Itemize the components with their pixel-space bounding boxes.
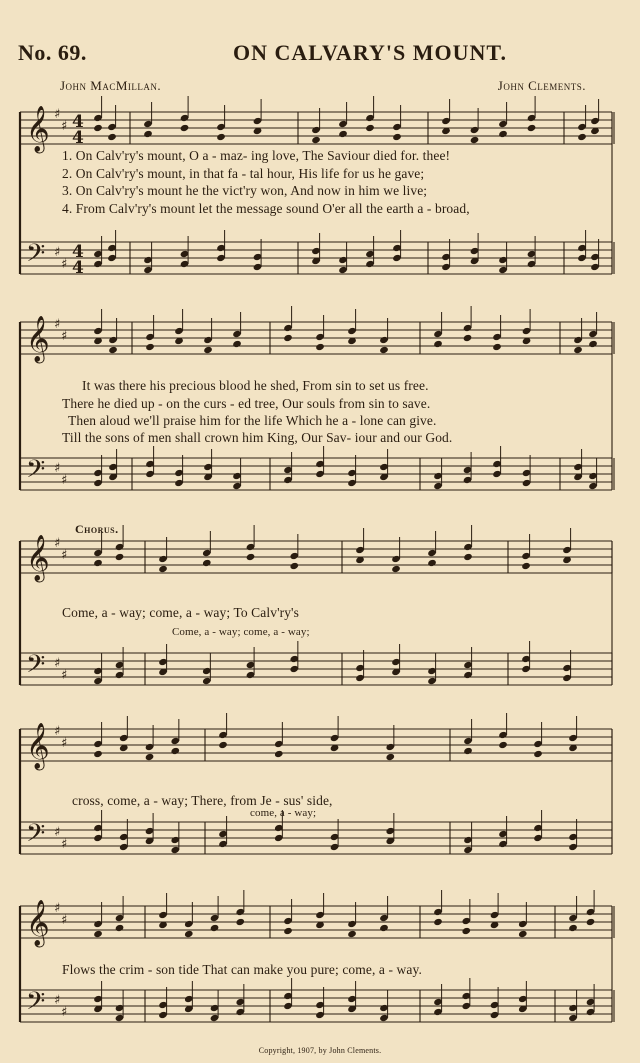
system-3-sharp-sign: ♯ bbox=[61, 668, 68, 683]
system-4-sharp-sign: ♯ bbox=[61, 736, 68, 751]
verse-2-line-1: 2. On Calv'ry's mount, in that fa - tal hour, His life for us he gave; bbox=[62, 166, 425, 181]
system-3-note-head bbox=[246, 553, 256, 561]
system-2-note-head bbox=[379, 346, 389, 354]
system-5-note-head bbox=[347, 930, 357, 938]
system-2-note-head bbox=[463, 334, 473, 342]
system-1-sharp-sign: ♯ bbox=[54, 107, 61, 122]
verse-1-line-1: 1. On Calv'ry's mount, O a - maz- ing love, The Saviour died for. thee! bbox=[62, 148, 451, 163]
system-5-note-head bbox=[93, 930, 103, 938]
system-2-note-head bbox=[145, 343, 155, 351]
system-1-note-head bbox=[498, 130, 508, 138]
system-5-sharp-sign: ♯ bbox=[54, 993, 61, 1008]
system-4-note-head bbox=[463, 747, 473, 755]
system-3-treble-clef: 𝄞 bbox=[26, 535, 50, 581]
verse-4-line-2: Till the sons of men shall crown him King, Our Sav- iour and our God. bbox=[62, 430, 453, 445]
system-4-treble-clef: 𝄞 bbox=[26, 723, 50, 769]
system-3-note-head bbox=[93, 559, 103, 567]
system-5-note-head bbox=[184, 930, 194, 938]
system-5-note-head bbox=[586, 918, 596, 926]
system-2-sharp-sign: ♯ bbox=[61, 329, 68, 344]
system-5-sharp-sign: ♯ bbox=[61, 1005, 68, 1020]
system-1-note-head bbox=[180, 124, 190, 132]
system-3-note-head bbox=[158, 565, 168, 573]
system-5-note-head bbox=[283, 927, 293, 935]
system-5-note-head bbox=[115, 924, 125, 932]
system-2-treble-clef: 𝄞 bbox=[26, 316, 50, 362]
system-1-time-sig-top: 4 bbox=[72, 242, 84, 262]
system-1-note-head bbox=[93, 124, 103, 132]
system-1-treble-clef: 𝄞 bbox=[26, 106, 50, 152]
system-1-note-head bbox=[107, 133, 117, 141]
system-1-note-head bbox=[216, 133, 226, 141]
system-1-note-head bbox=[338, 130, 348, 138]
system-1-note-head bbox=[311, 136, 321, 144]
system-5-note-head bbox=[379, 924, 389, 932]
system-4-bass-clef: 𝄢 bbox=[26, 819, 46, 854]
system-2-sharp-sign: ♯ bbox=[54, 461, 61, 476]
system-5-sharp-sign: ♯ bbox=[54, 901, 61, 916]
system-1-time-sig-bottom: 4 bbox=[72, 128, 84, 148]
system-1-note-head bbox=[470, 136, 480, 144]
system-4-note-head bbox=[218, 741, 228, 749]
system-5-bass-clef: 𝄢 bbox=[26, 987, 46, 1022]
system-1-time-sig-bottom: 4 bbox=[72, 258, 84, 278]
system-4-note-head bbox=[498, 741, 508, 749]
system-5-note-head bbox=[433, 918, 443, 926]
hymn-title: ON CALVARY'S MOUNT. bbox=[233, 40, 507, 65]
lyricist-credit: John MacMillan. bbox=[60, 78, 162, 93]
system-5-note-head bbox=[235, 918, 245, 926]
system-1-note-head bbox=[143, 130, 153, 138]
system-1-sharp-sign: ♯ bbox=[61, 257, 68, 272]
system-1-sharp-sign: ♯ bbox=[54, 245, 61, 260]
system-3-sharp-sign: ♯ bbox=[61, 548, 68, 563]
system-3-note-head bbox=[521, 562, 531, 570]
system-4-sharp-sign: ♯ bbox=[54, 825, 61, 840]
system-2-sharp-sign: ♯ bbox=[54, 317, 61, 332]
system-1-note-head bbox=[577, 133, 587, 141]
chorus-label: Chorus. bbox=[75, 522, 119, 536]
system-2-note-head bbox=[108, 346, 118, 354]
system-2-note-head bbox=[433, 340, 443, 348]
chorus-line-1: Come, a - way; come, a - way; To Calv'ry's bbox=[62, 605, 299, 620]
system-1-time-sig-top: 4 bbox=[72, 112, 84, 132]
verse-4-line-1: 4. From Calv'ry's mount let the message sound O'er all the earth a - broad, bbox=[62, 201, 470, 216]
copyright-notice: Copyright, 1907, by John Clements. bbox=[258, 1046, 382, 1055]
system-1-note-head bbox=[527, 124, 537, 132]
system-4-note-head bbox=[145, 753, 155, 761]
system-4-note-head bbox=[533, 750, 543, 758]
chorus-line-3: Flows the crim - son tide That can make you pure; come, a - way. bbox=[62, 962, 422, 977]
hymn-number: No. 69. bbox=[18, 40, 87, 65]
system-2-note-head bbox=[315, 343, 325, 351]
system-3-bass-clef: 𝄢 bbox=[26, 650, 46, 685]
system-4-note-head bbox=[170, 747, 180, 755]
system-5-note-head bbox=[568, 924, 578, 932]
system-4-sharp-sign: ♯ bbox=[54, 724, 61, 739]
system-1-note-head bbox=[365, 124, 375, 132]
system-4-note-head bbox=[385, 753, 395, 761]
system-3-note-head bbox=[463, 553, 473, 561]
chorus-line-1-bass: Come, a - way; come, a - way; bbox=[172, 626, 310, 638]
verse-1-line-2: It was there his precious blood he shed, From sin to set us free. bbox=[82, 378, 429, 393]
system-2-note-head bbox=[492, 343, 502, 351]
system-3-note-head bbox=[202, 559, 212, 567]
system-3-note-head bbox=[391, 565, 401, 573]
system-2-note-head bbox=[588, 340, 598, 348]
system-5-note-head bbox=[461, 927, 471, 935]
system-3-note-head bbox=[115, 553, 125, 561]
system-4-sharp-sign: ♯ bbox=[61, 837, 68, 852]
system-3-sharp-sign: ♯ bbox=[54, 656, 61, 671]
system-4-note-head bbox=[93, 750, 103, 758]
system-1-note-head bbox=[392, 133, 402, 141]
verse-2-line-2: There he died up - on the curs - ed tree, Our souls from sin to save. bbox=[62, 396, 431, 411]
system-2-bass-clef: 𝄢 bbox=[26, 455, 46, 490]
system-3-sharp-sign: ♯ bbox=[54, 536, 61, 551]
system-2-note-head bbox=[232, 340, 242, 348]
system-2-note-head bbox=[573, 346, 583, 354]
system-5-treble-clef: 𝄞 bbox=[26, 900, 50, 946]
system-5-sharp-sign: ♯ bbox=[61, 913, 68, 928]
verse-3-line-2: Then aloud we'll praise him for the life Which he a - lone can give. bbox=[68, 413, 437, 428]
system-5-note-head bbox=[518, 930, 528, 938]
system-4-note-head bbox=[274, 750, 284, 758]
system-2-note-head bbox=[283, 334, 293, 342]
system-2-sharp-sign: ♯ bbox=[61, 473, 68, 488]
verse-3-line-1: 3. On Calv'ry's mount he the vict'ry won, And now in him we live; bbox=[62, 183, 428, 198]
system-3-note-head bbox=[289, 562, 299, 570]
system-5-note-head bbox=[210, 924, 220, 932]
system-1-sharp-sign: ♯ bbox=[61, 119, 68, 134]
chorus-line-2-bass: come, a - way; bbox=[250, 807, 317, 819]
composer-credit: John Clements. bbox=[497, 78, 586, 93]
system-2-note-head bbox=[203, 346, 213, 354]
chorus-line-2: cross, come, a - way; There, from Je - sus' side, bbox=[72, 793, 333, 808]
system-3-note-head bbox=[427, 559, 437, 567]
system-1-bass-clef: 𝄢 bbox=[26, 239, 46, 274]
